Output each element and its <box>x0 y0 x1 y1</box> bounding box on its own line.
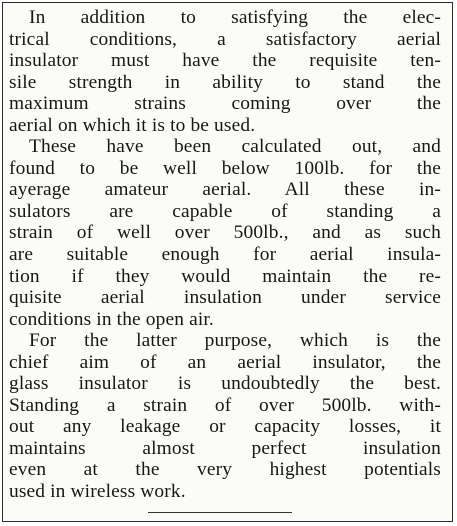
paragraph-3-line-8: used in wireless work. <box>9 481 186 503</box>
paragraph-3-line-3: glass insulator is undoubtedly the best. <box>9 373 441 395</box>
paragraph-3-line-2: chief aim of an aerial insulator, the <box>9 351 441 373</box>
paragraph-2-line-9: conditions in the open air. <box>9 308 214 330</box>
paragraph-1-line-6: aerial on which it is to be used. <box>9 114 256 136</box>
paragraph-1-line-5: maximum strains coming over the <box>9 93 441 115</box>
paragraph-3-line-1: For the latter purpose, which is the <box>29 330 441 352</box>
paragraph-1-line-3: insulator must have the requisite ten- <box>9 50 441 72</box>
end-of-article-rule <box>148 512 292 513</box>
paragraph-3-line-7: even at the very highest potentials <box>9 459 441 481</box>
paragraph-1-line-2: trical conditions, a satisfactory aerial <box>9 28 441 50</box>
paragraph-3-line-4: Standing a strain of over 500lb. with- <box>9 394 441 416</box>
paragraph-2-line-1: These have been calculated out, and <box>29 136 441 158</box>
paragraph-1-line-1: In addition to satisfying the elec- <box>29 7 441 28</box>
paragraph-2-line-2: found to be well below 100lb. for the <box>9 157 441 179</box>
paragraph-3-line-5: out any leakage or capacity losses, it <box>9 416 441 438</box>
paragraph-2-line-7: tion if they would maintain the re- <box>9 265 441 287</box>
paragraph-2-line-6: are suitable enough for aerial insula- <box>9 244 441 266</box>
paragraph-2-line-4: sulators are capable of standing a <box>9 200 441 222</box>
paragraph-2-line-3: ayerage amateur aerial. All these in- <box>9 179 441 201</box>
article-body <box>9 7 441 503</box>
paragraph-3-line-6: maintains almost perfect insulation <box>9 437 441 459</box>
paragraph-1-line-4: sile strength in ability to stand the <box>9 71 441 93</box>
paragraph-2-line-5: strain of well over 500lb., and as such <box>9 222 441 244</box>
paragraph-2-line-8: quisite aerial insulation under service <box>9 287 441 309</box>
